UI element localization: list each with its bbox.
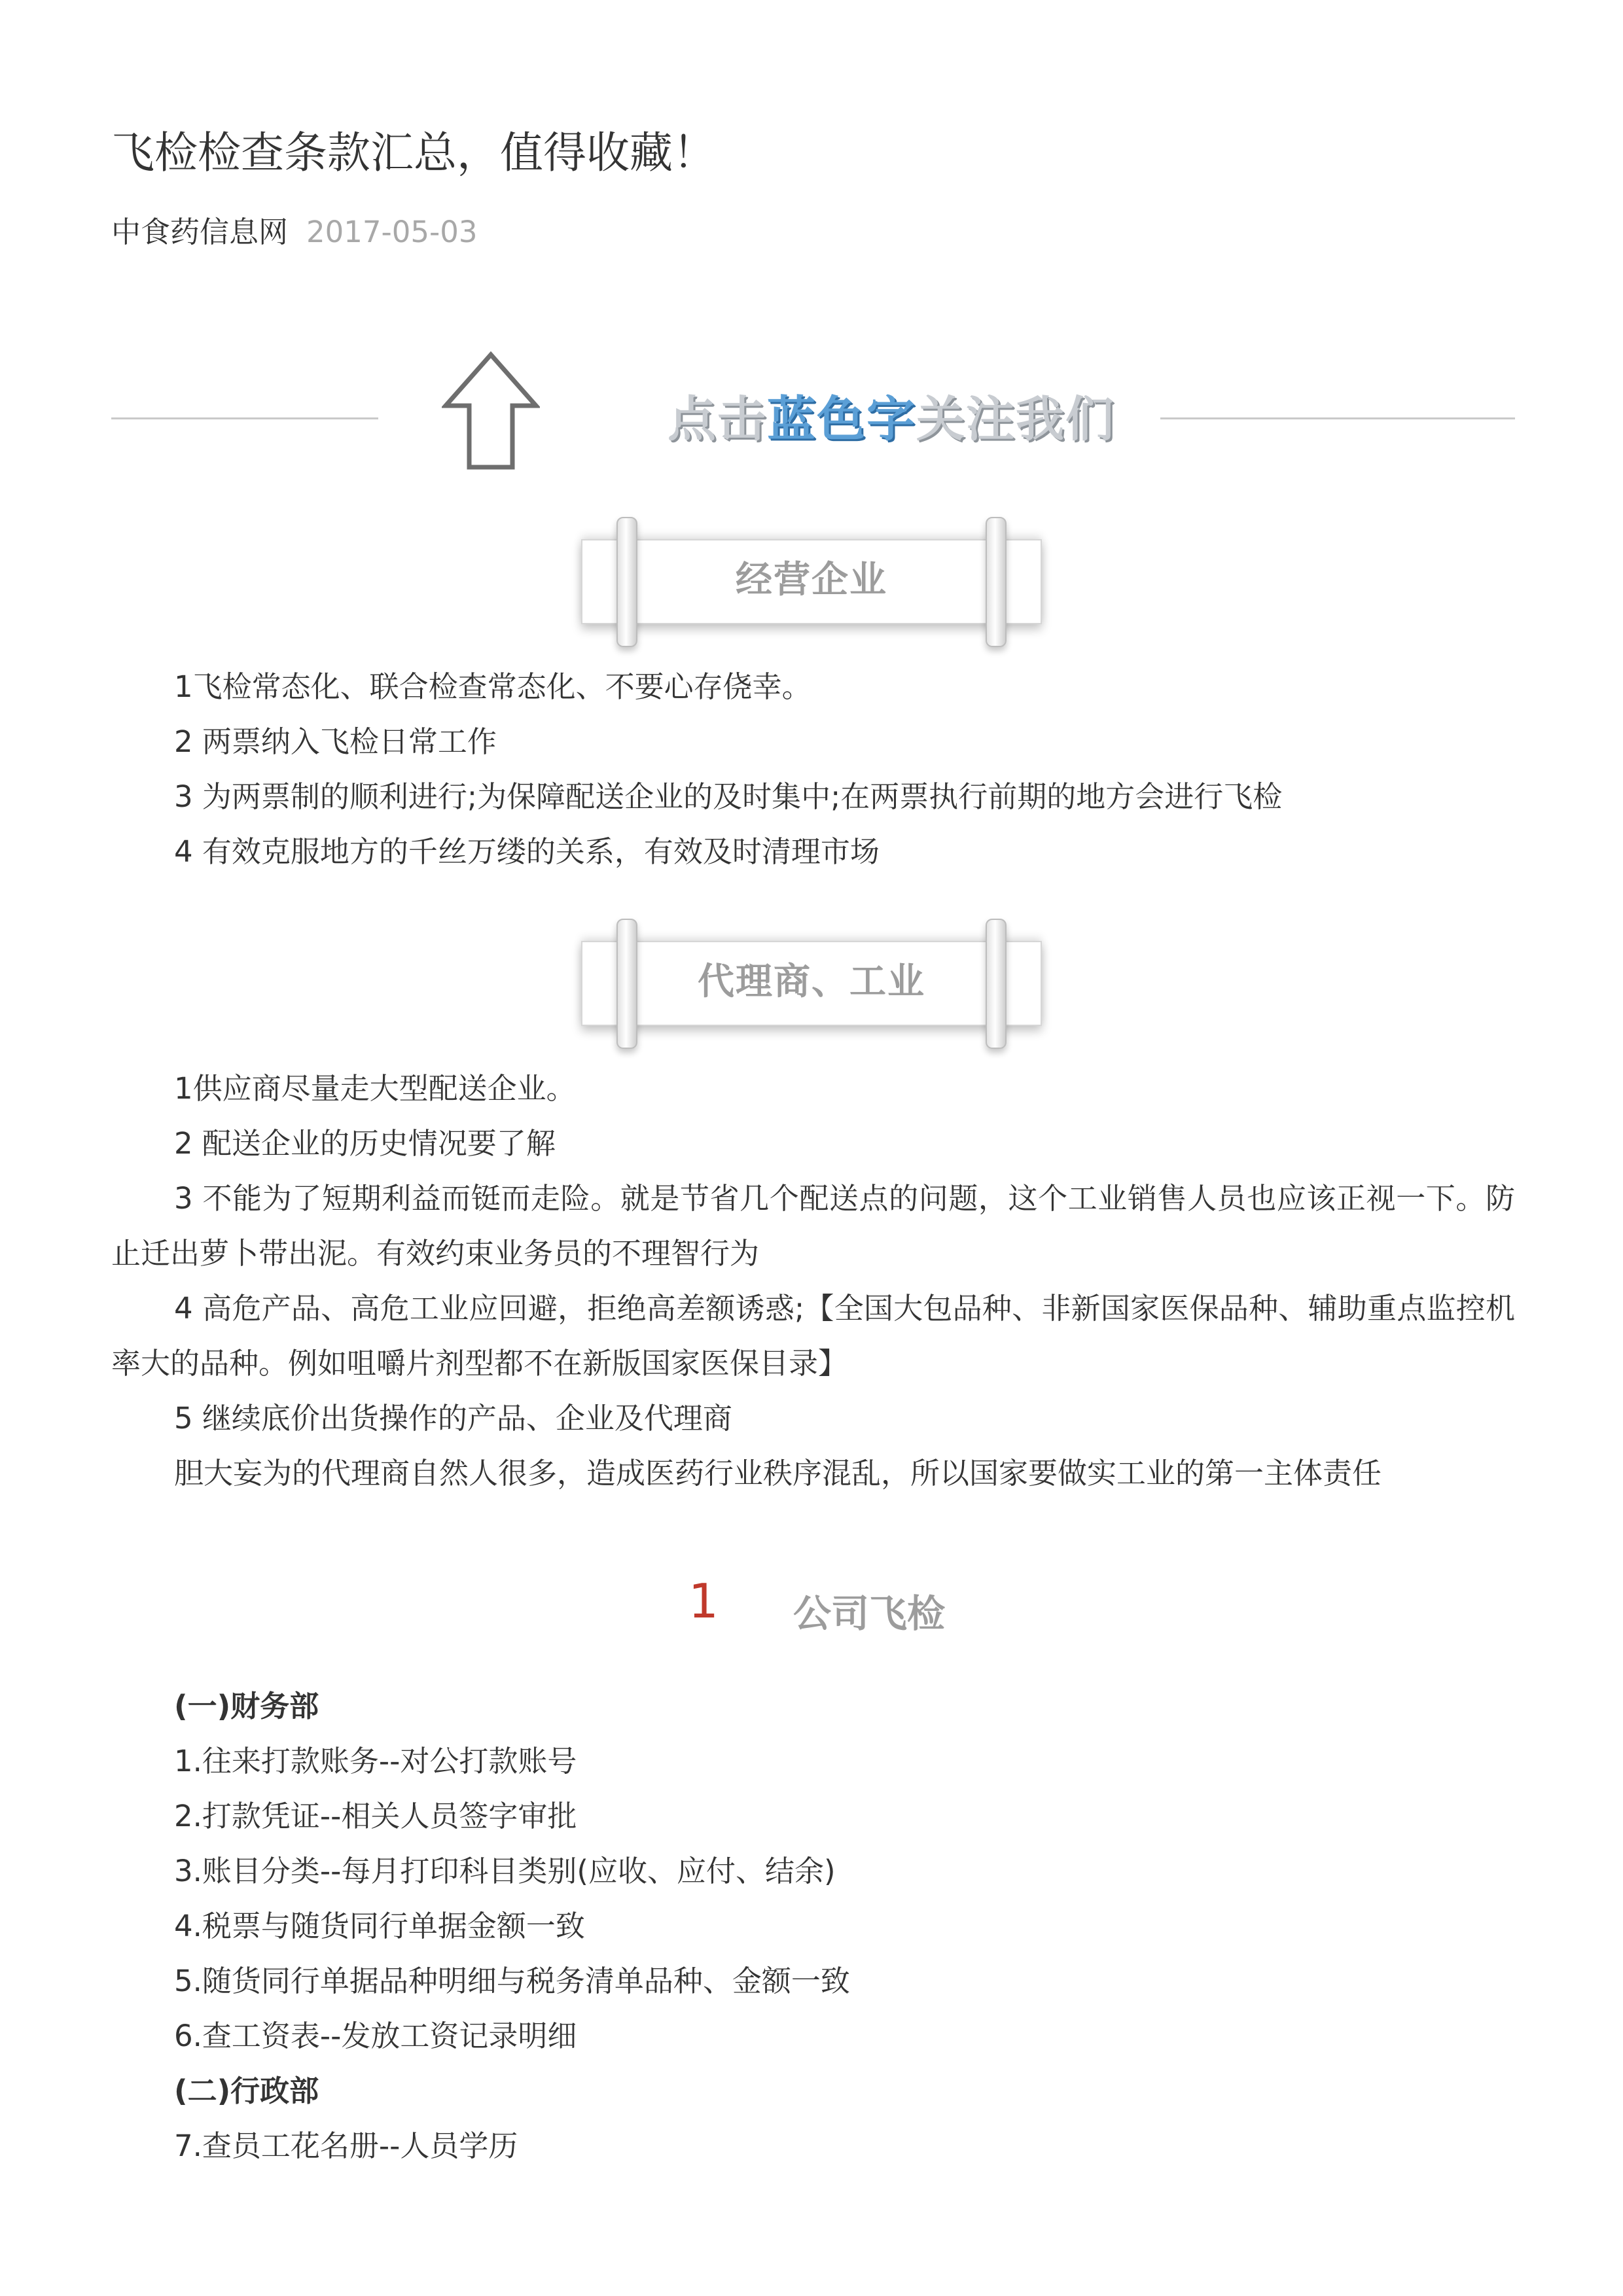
list-item: 2.打款凭证--相关人员签字审批 (174, 1799, 577, 1833)
section-label: 经营企业 (736, 559, 887, 601)
subheading-xingzheng: (二)行政部 (174, 2074, 319, 2108)
list-item: 1.往来打款账务--对公打款账号 (174, 1744, 577, 1778)
follow-call-to-action (668, 381, 1115, 450)
list-item: 3 不能为了短期利益而铤而走险。就是节省几个配送点的问题，这个工业销售人员也应该正视一下。防止迁出萝卜带出泥。有效约束业务员的不理智行为 (111, 1181, 1515, 1271)
section-label: 代理商、工业 (698, 961, 925, 1003)
cta-part-1: 点击 (668, 391, 767, 448)
section-banner-daili (576, 919, 1047, 1046)
cta-blue-text: 蓝色字 (767, 391, 916, 448)
banner-divider-left (111, 417, 378, 419)
list-item: 4.税票与随货同行单据金额一致 (174, 1909, 585, 1943)
list-item: 7.查员工花名册--人员学历 (174, 2128, 518, 2163)
list-item: 1飞检常态化、联合检查常态化、不要心存侥幸。 (174, 669, 812, 704)
section-heading-gongsi (0, 1574, 1623, 1652)
list-item: 5 继续底价出货操作的产品、企业及代理商 (174, 1401, 732, 1436)
up-arrow-icon (442, 351, 540, 472)
article-title: 飞检检查条款汇总，值得收藏！ (111, 128, 716, 178)
banner-divider-right (1160, 417, 1515, 419)
list-item: 4 高危产品、高危工业应回避，拒绝高差额诱惑;【全国大包品种、非新国家医保品种、辅助重点监控机率大的品种。例如咀嚼片剂型都不在新版国家医保目录】 (111, 1291, 1515, 1381)
list-item: 4 有效克服地方的千丝万缕的关系，有效及时清理市场 (174, 834, 880, 869)
section-banner-jingying (576, 517, 1047, 645)
article-date: 2017-05-03 (306, 215, 478, 249)
article-source[interactable]: 中食药信息网 (111, 215, 289, 249)
list-item: 1供应商尽量走大型配送企业。 (174, 1071, 576, 1106)
daili-list (111, 1061, 1515, 1501)
cta-part-3: 关注我们 (916, 391, 1115, 448)
gongsi-checklist (174, 1679, 850, 2174)
list-item: 3 为两票制的顺利进行;为保障配送企业的及时集中;在两票执行前期的地方会进行飞检 (174, 779, 1283, 814)
section-number: 1 (688, 1574, 719, 1629)
list-item: 2 两票纳入飞检日常工作 (174, 724, 497, 759)
list-item: 6.查工资表--发放工资记录明细 (174, 2019, 577, 2053)
article-meta (111, 208, 478, 251)
list-item: 5.随货同行单据品种明细与税务清单品种、金额一致 (174, 1964, 850, 1998)
list-item: 3.账目分类--每月打印科目类别(应收、应付、结余) (174, 1854, 836, 1888)
section-title: 公司飞检 (793, 1591, 946, 1636)
list-item: 2 配送企业的历史情况要了解 (174, 1126, 556, 1161)
jingying-list (111, 660, 1515, 879)
follow-banner[interactable] (111, 340, 1515, 471)
subheading-caiwu: (一)财务部 (174, 1689, 319, 1723)
list-item: 胆大妄为的代理商自然人很多，造成医药行业秩序混乱，所以国家要做实工业的第一主体责任 (174, 1456, 1382, 1491)
